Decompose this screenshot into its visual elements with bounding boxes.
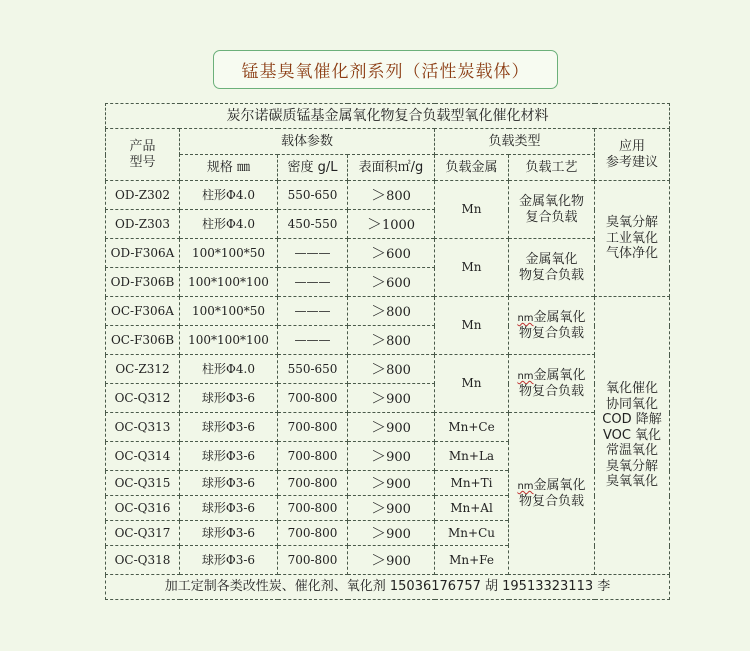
- surface-cell: ＞900: [348, 442, 435, 471]
- surface-cell: ＞900: [348, 521, 435, 546]
- model-cell: OD-F306B: [106, 268, 180, 297]
- table-row: [106, 297, 670, 326]
- model-cell: OD-F306A: [106, 239, 180, 268]
- model-cell: OC-Q314: [106, 442, 180, 471]
- spec-cell: 球形Φ3-6: [180, 546, 278, 575]
- spec-cell: 100*100*100: [180, 268, 278, 297]
- model-cell: OC-Q317: [106, 521, 180, 546]
- page-title: 锰基臭氧催化剂系列（活性炭载体）: [213, 50, 558, 89]
- density-cell: 700-800: [278, 384, 348, 413]
- spec-cell: 球形Φ3-6: [180, 496, 278, 521]
- spec-cell: 柱形Φ4.0: [180, 181, 278, 210]
- density-cell: 550-650: [278, 181, 348, 210]
- model-cell: OC-Q316: [106, 496, 180, 521]
- surface-cell: ＞1000: [348, 210, 435, 239]
- metal-cell: Mn+Ti: [435, 471, 509, 496]
- model-cell: OC-Q312: [106, 384, 180, 413]
- process-cell: 金属氧化 物复合负载: [509, 239, 595, 297]
- table-row: [106, 355, 670, 384]
- table-row: [106, 239, 670, 268]
- metal-cell: Mn+Cu: [435, 521, 509, 546]
- table-caption: 炭尔诺碳质锰基金属氧化物复合负载型氧化催化材料: [106, 104, 670, 129]
- spec-cell: 球形Φ3-6: [180, 521, 278, 546]
- metal-cell: Mn+Al: [435, 496, 509, 521]
- surface-cell: ＞800: [348, 297, 435, 326]
- spec-cell: 球形Φ3-6: [180, 384, 278, 413]
- metal-cell: Mn+Fe: [435, 546, 509, 575]
- header-surface: 表面积㎡/g: [348, 155, 435, 181]
- header-spec: 规格 ㎜: [180, 155, 278, 181]
- surface-cell: ＞600: [348, 268, 435, 297]
- model-cell: OC-F306A: [106, 297, 180, 326]
- density-cell: 700-800: [278, 496, 348, 521]
- model-cell: OC-F306B: [106, 326, 180, 355]
- model-cell: OD-Z303: [106, 210, 180, 239]
- surface-cell: ＞600: [348, 239, 435, 268]
- surface-cell: ＞800: [348, 355, 435, 384]
- spec-cell: 100*100*100: [180, 326, 278, 355]
- metal-cell: Mn: [435, 297, 509, 355]
- density-cell: ———: [278, 239, 348, 268]
- model-cell: OC-Q313: [106, 413, 180, 442]
- header-application: 应用 参考建议: [595, 129, 670, 181]
- table-row: [106, 413, 670, 442]
- surface-cell: ＞900: [348, 496, 435, 521]
- metal-cell: Mn: [435, 181, 509, 239]
- surface-cell: ＞800: [348, 326, 435, 355]
- contact-footer: 加工定制各类改性炭、催化剂、氧化剂 15036176757 胡 19513323113 李: [106, 575, 670, 600]
- density-cell: ———: [278, 268, 348, 297]
- surface-cell: ＞900: [348, 413, 435, 442]
- product-spec-table: [105, 103, 670, 600]
- header-model: 产品 型号: [106, 129, 180, 181]
- surface-cell: ＞900: [348, 546, 435, 575]
- density-cell: ———: [278, 326, 348, 355]
- surface-cell: ＞900: [348, 384, 435, 413]
- process-cell: nm金属氧化 物复合负载: [509, 355, 595, 413]
- metal-cell: Mn: [435, 239, 509, 297]
- model-cell: OC-Q318: [106, 546, 180, 575]
- process-cell: nm金属氧化 物复合负载: [509, 297, 595, 355]
- application-cell: 氧化催化 协同氧化 COD 降解 VOC 氧化 常温氧化 臭氧分解 臭氧氧化: [595, 297, 670, 575]
- density-cell: 700-800: [278, 471, 348, 496]
- spec-cell: 球形Φ3-6: [180, 442, 278, 471]
- spec-cell: 100*100*50: [180, 297, 278, 326]
- density-cell: 700-800: [278, 546, 348, 575]
- spec-cell: 100*100*50: [180, 239, 278, 268]
- density-cell: 550-650: [278, 355, 348, 384]
- application-cell: 臭氧分解 工业氧化 气体净化: [595, 181, 670, 297]
- header-metal: 负载金属: [435, 155, 509, 181]
- density-cell: 700-800: [278, 413, 348, 442]
- metal-cell: Mn+La: [435, 442, 509, 471]
- process-cell: 金属氧化物 复合负载: [509, 181, 595, 239]
- surface-cell: ＞900: [348, 471, 435, 496]
- header-density: 密度 g/L: [278, 155, 348, 181]
- spec-cell: 柱形Φ4.0: [180, 355, 278, 384]
- model-cell: OD-Z302: [106, 181, 180, 210]
- metal-cell: Mn+Ce: [435, 413, 509, 442]
- process-cell: nm金属氧化 物复合负载: [509, 413, 595, 575]
- spec-cell: 球形Φ3-6: [180, 471, 278, 496]
- header-process: 负载工艺: [509, 155, 595, 181]
- density-cell: 700-800: [278, 442, 348, 471]
- metal-cell: Mn: [435, 355, 509, 413]
- density-cell: 700-800: [278, 521, 348, 546]
- table-row: [106, 181, 670, 210]
- model-cell: OC-Z312: [106, 355, 180, 384]
- spec-cell: 柱形Φ4.0: [180, 210, 278, 239]
- spec-cell: 球形Φ3-6: [180, 413, 278, 442]
- header-load-type: 负载类型: [435, 129, 595, 155]
- model-cell: OC-Q315: [106, 471, 180, 496]
- density-cell: 450-550: [278, 210, 348, 239]
- surface-cell: ＞800: [348, 181, 435, 210]
- header-carrier: 载体参数: [180, 129, 435, 155]
- density-cell: ———: [278, 297, 348, 326]
